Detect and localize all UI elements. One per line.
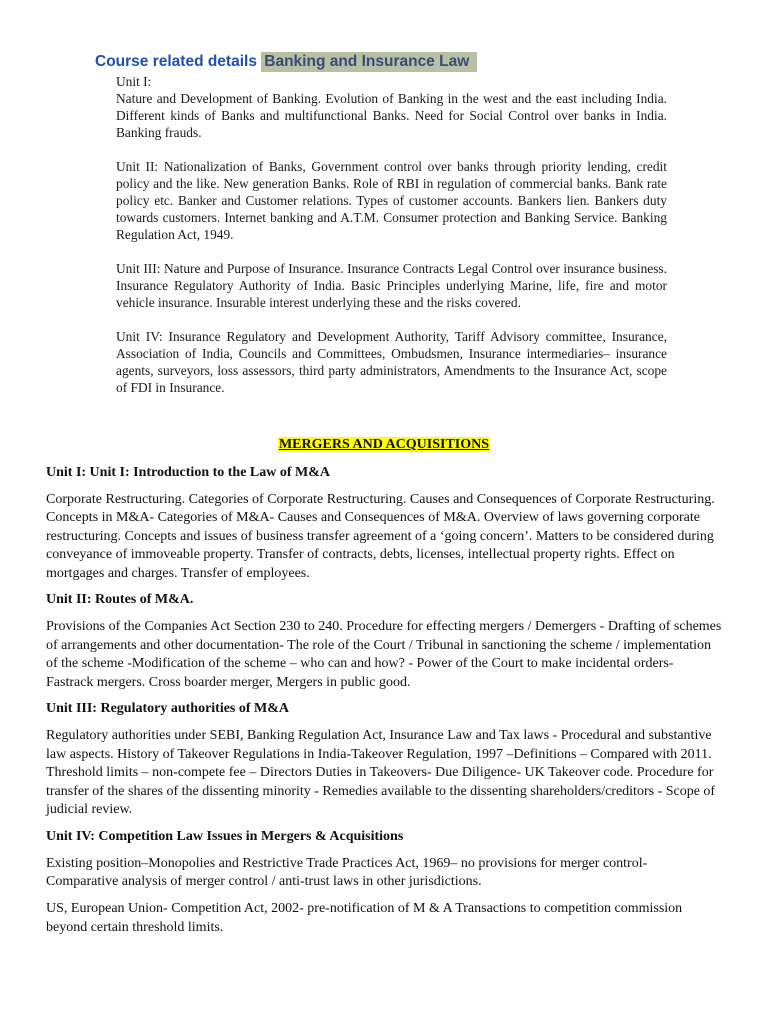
ma-unit4-text-1: Existing position–Monopolies and Restrictive Trade Practices Act, 1969– no provisions for merger control- Comparative analysis of merger control / anti-trust laws in other jurisdictions.	[46, 855, 648, 890]
ma-unit3-text: Regulatory authorities under SEBI, Banking Regulation Act, Insurance Law and Tax laws - Procedural and substantive law aspects. History of Takeover Regulations in India-Takeover Regulation, 1997 –Definitions – Compared with 2011. Threshold limits – non-compete fee – Directors Duties in Takeovers- Due Diligence- UK Takeover code. Procedure for transfer of the shares of the dissenting minority - Remedies available to the dissenting shareholders/creditors - Scope of judicial review.	[46, 728, 716, 817]
course-unit4-text: Unit IV: Insurance Regulatory and Development Authority, Tariff Advisory committee, Insurance, Association of India, Councils and Committees, Ombudsmen, Insurance intermediaries– insurance agents, surveyors, loss assessors, third party administrators, Amendments to the Insurance Act, scope of FDI in Insurance.	[116, 329, 667, 395]
course-section	[95, 52, 667, 396]
course-unit3-text: Unit III: Nature and Purpose of Insurance. Insurance Contracts Legal Control over insurance business. Insurance Regulatory Authority of India. Basic Principles underlying Marine, life, fire and motor vehicle insurance. Insurable interest underlying these and the risks covered.	[116, 261, 667, 310]
ma-section	[46, 464, 722, 937]
ma-unit2-text: Provisions of the Companies Act Section 230 to 240. Procedure for effecting mergers / Demergers - Drafting of schemes of arrangements and other documentation- The role of the Court / Tribunal in sanctioning the scheme / implementation of the scheme -Modification of the scheme – who can and how? - Power of the Court to make incidental orders- Fastrack mergers. Cross boarder merger, Mergers in public good.	[46, 619, 722, 690]
course-label: Course related details	[95, 53, 257, 70]
ma-unit3-heading: Unit III: Regulatory authorities of M&A	[46, 701, 290, 717]
ma-unit4-text-2: US, European Union- Competition Act, 2002- pre-notification of M & A Transactions to competition commission beyond certain threshold limits.	[46, 901, 683, 935]
course-subject: Banking and Insurance Law	[261, 52, 477, 72]
course-title	[95, 52, 667, 72]
ma-title	[0, 436, 768, 454]
ma-unit1-heading: Unit I: Unit I: Introduction to the Law of M&A	[46, 465, 331, 480]
course-unit1-text: Nature and Development of Banking. Evolution of Banking in the west and the east including India. Different kinds of Banks and multifunctional Banks. Need for Social Control over banks in India. Banking frauds.	[116, 91, 667, 140]
course-unit2-text: Unit II: Nationalization of Banks, Government control over banks through priority lending, credit policy and the like. New generation Banks. Role of RBI in regulation of commercial banks. Bank rate policy etc. Banker and Customer relations. Types of customer accounts. Bankers lien. Bankers duty towards customers. Internet banking and A.T.M. Consumer protection and Banking Service. Banking Regulation Act, 1949.	[116, 159, 667, 242]
ma-unit4-heading: Unit IV: Competition Law Issues in Mergers & Acquisitions	[46, 828, 404, 844]
ma-unit2-heading: Unit II: Routes of M&A.	[46, 592, 194, 608]
course-body	[116, 73, 667, 396]
course-unit1-heading: Unit I:	[116, 74, 152, 89]
ma-unit1-text: Corporate Restructuring. Categories of Corporate Restructuring. Causes and Consequences of Corporate Restructuring. Concepts in M&A- Categories of M&A- Causes and Consequences of M&A. Overview of laws governing corporate restructuring. Concepts and issues of business transfer agreement of a ‘going concern’. Matters to be considered during conveyance of immoveable property. Transfer of contracts, debts, licenses, intellectual property rights. Effect on mortgages and charges. Transfer of employees.	[46, 491, 715, 581]
ma-title-text: MERGERS AND ACQUISITIONS	[278, 437, 490, 452]
